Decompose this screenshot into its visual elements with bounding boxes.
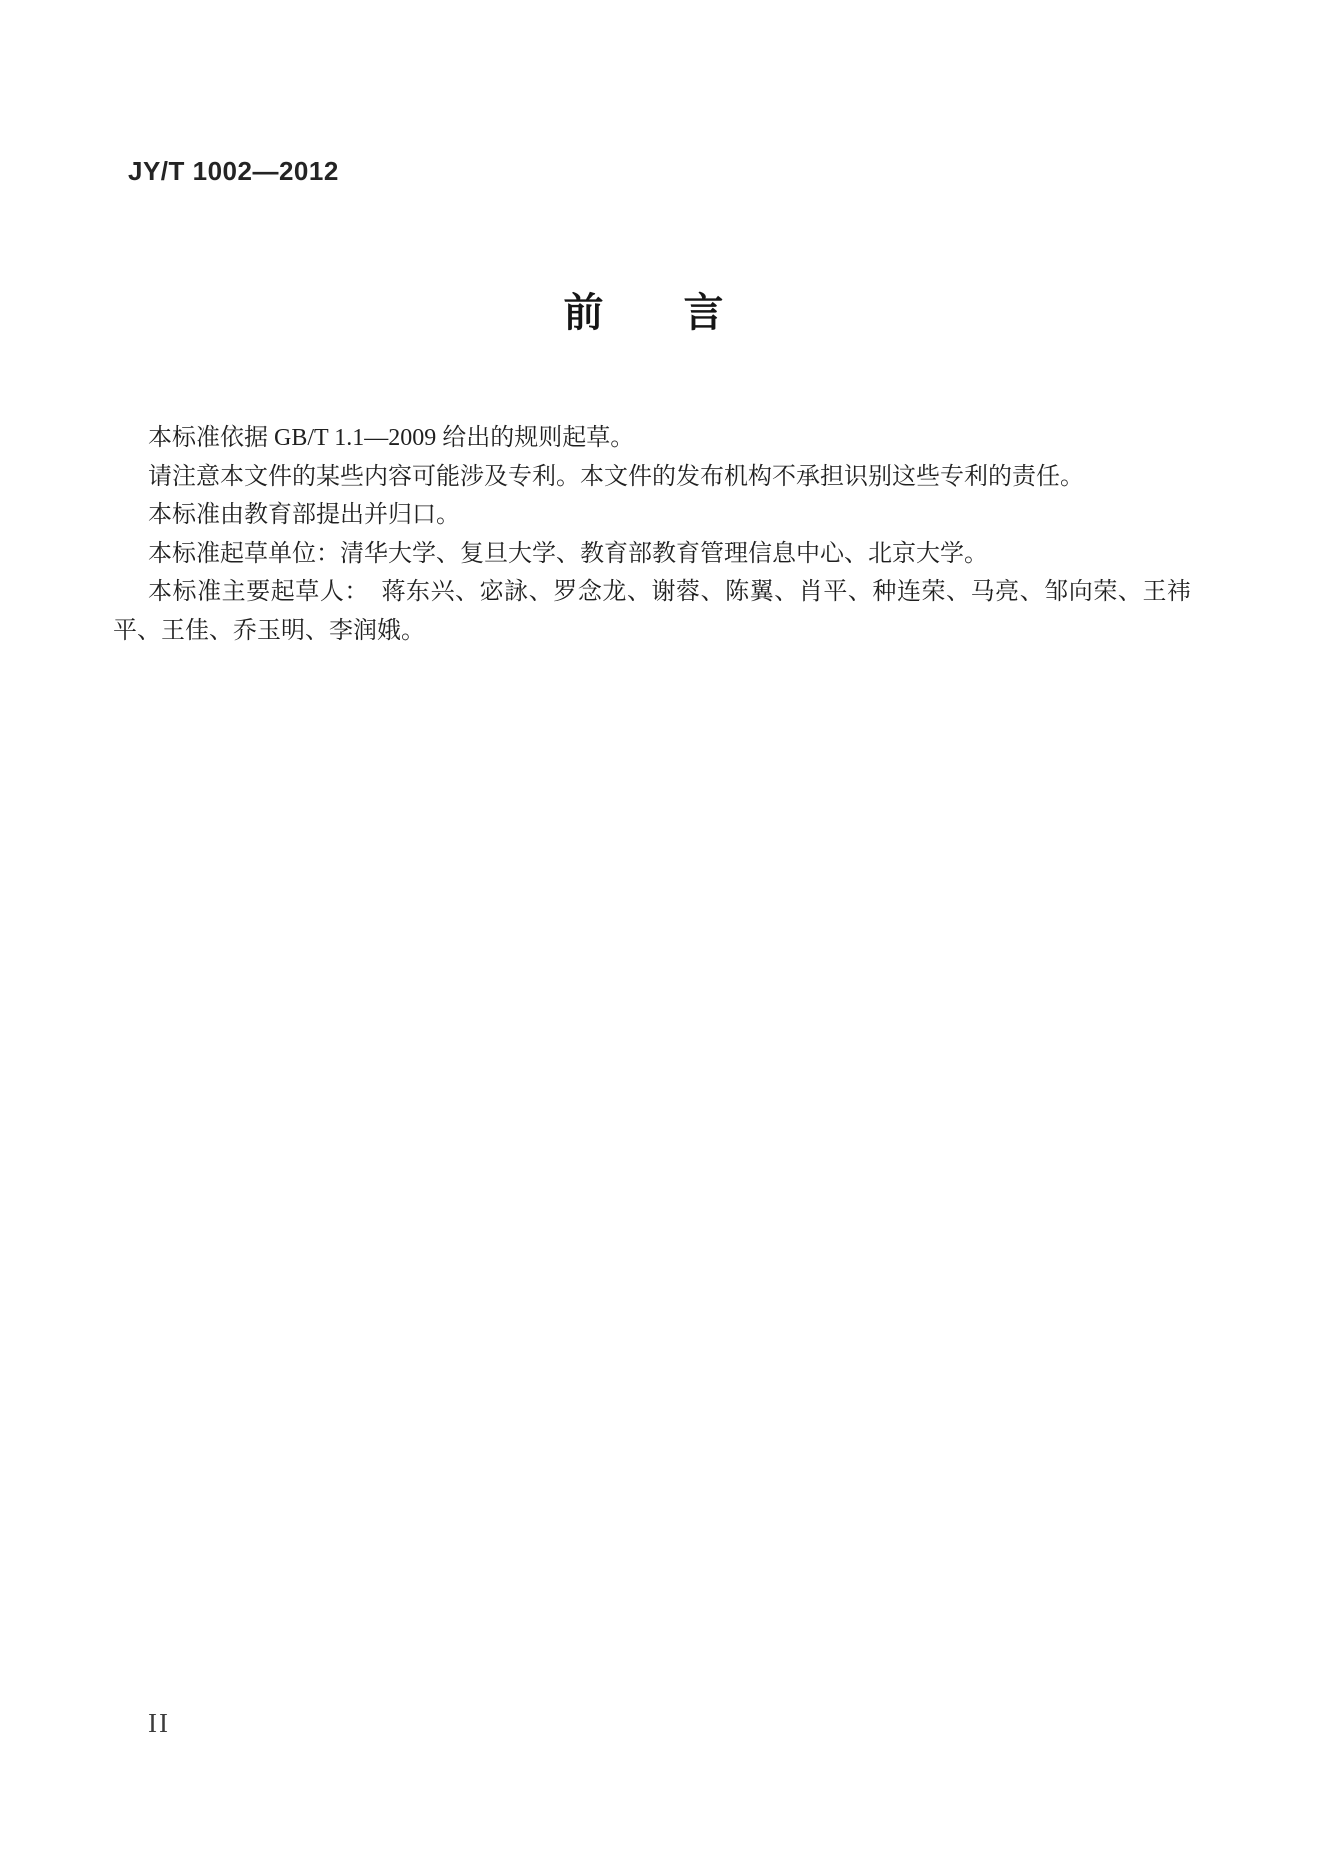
foreword-body xyxy=(113,419,1191,651)
foreword-title: 前 言 xyxy=(563,291,724,335)
standard-code: JY/T 1002—2012 xyxy=(128,156,339,186)
page-number: II xyxy=(148,1708,170,1738)
para-chief-drafters-line1: 本标准主要起草人： 蒋东兴、宓詠、罗念龙、谢蓉、陈翼、肖平、种连荣、马亮、邹向荣、王祎 xyxy=(148,579,1191,606)
para-drafting-organizations: 本标准起草单位：清华大学、复旦大学、教育部教育管理信息中心、北京大学。 xyxy=(148,540,988,567)
para-chief-drafters-line2: 平、王佳、乔玉明、李润娥。 xyxy=(113,617,425,644)
para-proposed-by: 本标准由教育部提出并归口。 xyxy=(148,502,460,529)
para-drafting-basis: 本标准依据 GB/T 1.1—2009 给出的规则起草。 xyxy=(148,425,635,451)
para-patent-notice: 请注意本文件的某些内容可能涉及专利。本文件的发布机构不承担识别这些专利的责任。 xyxy=(148,463,1084,490)
